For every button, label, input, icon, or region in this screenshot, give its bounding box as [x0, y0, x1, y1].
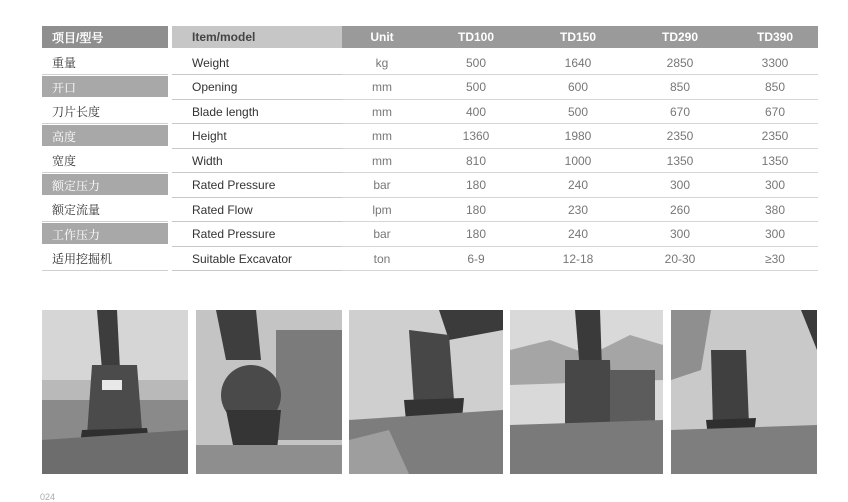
- row-label-en: Rated Pressure: [192, 178, 276, 193]
- product-photo: [196, 310, 342, 474]
- value-td390: 300: [764, 227, 786, 242]
- value-td290: 20-30: [664, 251, 696, 266]
- row-label-en: Suitable Excavator: [192, 251, 293, 266]
- row-label-en: Opening: [192, 80, 238, 95]
- value-td390: 3300: [761, 55, 789, 70]
- value-td150: 230: [567, 202, 589, 217]
- header-item-en: Item/model: [192, 30, 256, 44]
- spec-table: [42, 26, 818, 271]
- value-td290: 670: [669, 104, 691, 119]
- row-unit: bar: [373, 178, 391, 193]
- value-td290: 300: [669, 227, 691, 242]
- row-label-cn: 开口: [52, 80, 77, 95]
- row-unit: mm: [372, 129, 392, 144]
- table-row: [42, 124, 818, 149]
- row-label-cn: 宽度: [52, 154, 77, 169]
- value-td290: 260: [669, 202, 691, 217]
- value-td290: 1350: [666, 153, 694, 168]
- value-td100: 180: [465, 202, 487, 217]
- row-label-cn: 适用挖掘机: [52, 252, 113, 267]
- row-label-en: Height: [192, 129, 227, 144]
- value-td390: 850: [764, 80, 786, 95]
- table-row: [42, 51, 818, 76]
- value-td390: 670: [764, 104, 786, 119]
- header-td390: TD390: [756, 30, 794, 44]
- table-row: [42, 149, 818, 174]
- row-label-en: Width: [192, 153, 223, 168]
- value-td100: 6-9: [467, 251, 485, 266]
- value-td290: 850: [669, 80, 691, 95]
- table-row: [42, 75, 818, 100]
- value-td390: 2350: [761, 129, 789, 144]
- table-row: [42, 173, 818, 198]
- row-unit: mm: [372, 104, 392, 119]
- row-unit: mm: [372, 80, 392, 95]
- header-td100: TD100: [457, 30, 495, 44]
- row-unit: mm: [372, 153, 392, 168]
- page-number: 024: [40, 492, 56, 502]
- row-label-cn: 额定流量: [52, 203, 101, 218]
- row-unit: bar: [373, 227, 391, 242]
- value-td150: 12-18: [562, 251, 594, 266]
- header-item-cn: 项目/型号: [52, 30, 104, 45]
- value-td390: 300: [764, 178, 786, 193]
- row-unit: ton: [373, 251, 391, 266]
- value-td150: 240: [567, 178, 589, 193]
- value-td150: 600: [567, 80, 589, 95]
- row-label-en: Weight: [192, 55, 230, 70]
- row-label-en: Rated Pressure: [192, 227, 276, 242]
- value-td100: 500: [465, 80, 487, 95]
- row-label-cn: 额定压力: [52, 178, 101, 193]
- value-td100: 500: [465, 55, 487, 70]
- value-td290: 2850: [666, 55, 694, 70]
- value-td150: 1640: [564, 55, 592, 70]
- row-label-cn: 工作压力: [52, 227, 101, 242]
- table-row: [42, 222, 818, 247]
- row-label-en: Rated Flow: [192, 202, 253, 217]
- value-td150: 1980: [564, 129, 592, 144]
- row-unit: kg: [375, 55, 389, 70]
- value-td100: 180: [465, 178, 487, 193]
- value-td150: 500: [567, 104, 589, 119]
- table-row: [42, 100, 818, 125]
- product-photo: [671, 310, 817, 474]
- row-label-cn: 高度: [52, 129, 77, 144]
- header-td290: TD290: [661, 30, 699, 44]
- value-td390: 380: [764, 202, 786, 217]
- product-photo: [349, 310, 503, 474]
- row-label-en: Blade length: [192, 104, 259, 119]
- value-td390: ≥30: [765, 251, 785, 266]
- value-td290: 2350: [666, 129, 694, 144]
- value-td100: 180: [465, 227, 487, 242]
- product-photo: [42, 310, 188, 474]
- value-td100: 810: [465, 153, 487, 168]
- row-label-cn: 重量: [52, 56, 77, 71]
- header-unit: Unit: [370, 30, 394, 44]
- value-td100: 1360: [462, 129, 490, 144]
- table-row: [42, 198, 818, 223]
- row-unit: lpm: [372, 202, 392, 217]
- header-td150: TD150: [559, 30, 597, 44]
- value-td390: 1350: [761, 153, 789, 168]
- value-td100: 400: [465, 104, 487, 119]
- table-header-row: [42, 26, 818, 51]
- value-td150: 240: [567, 227, 589, 242]
- table-row: [42, 247, 818, 272]
- value-td290: 300: [669, 178, 691, 193]
- product-photo: [510, 310, 663, 474]
- value-td150: 1000: [564, 153, 592, 168]
- row-label-cn: 刀片长度: [52, 105, 101, 120]
